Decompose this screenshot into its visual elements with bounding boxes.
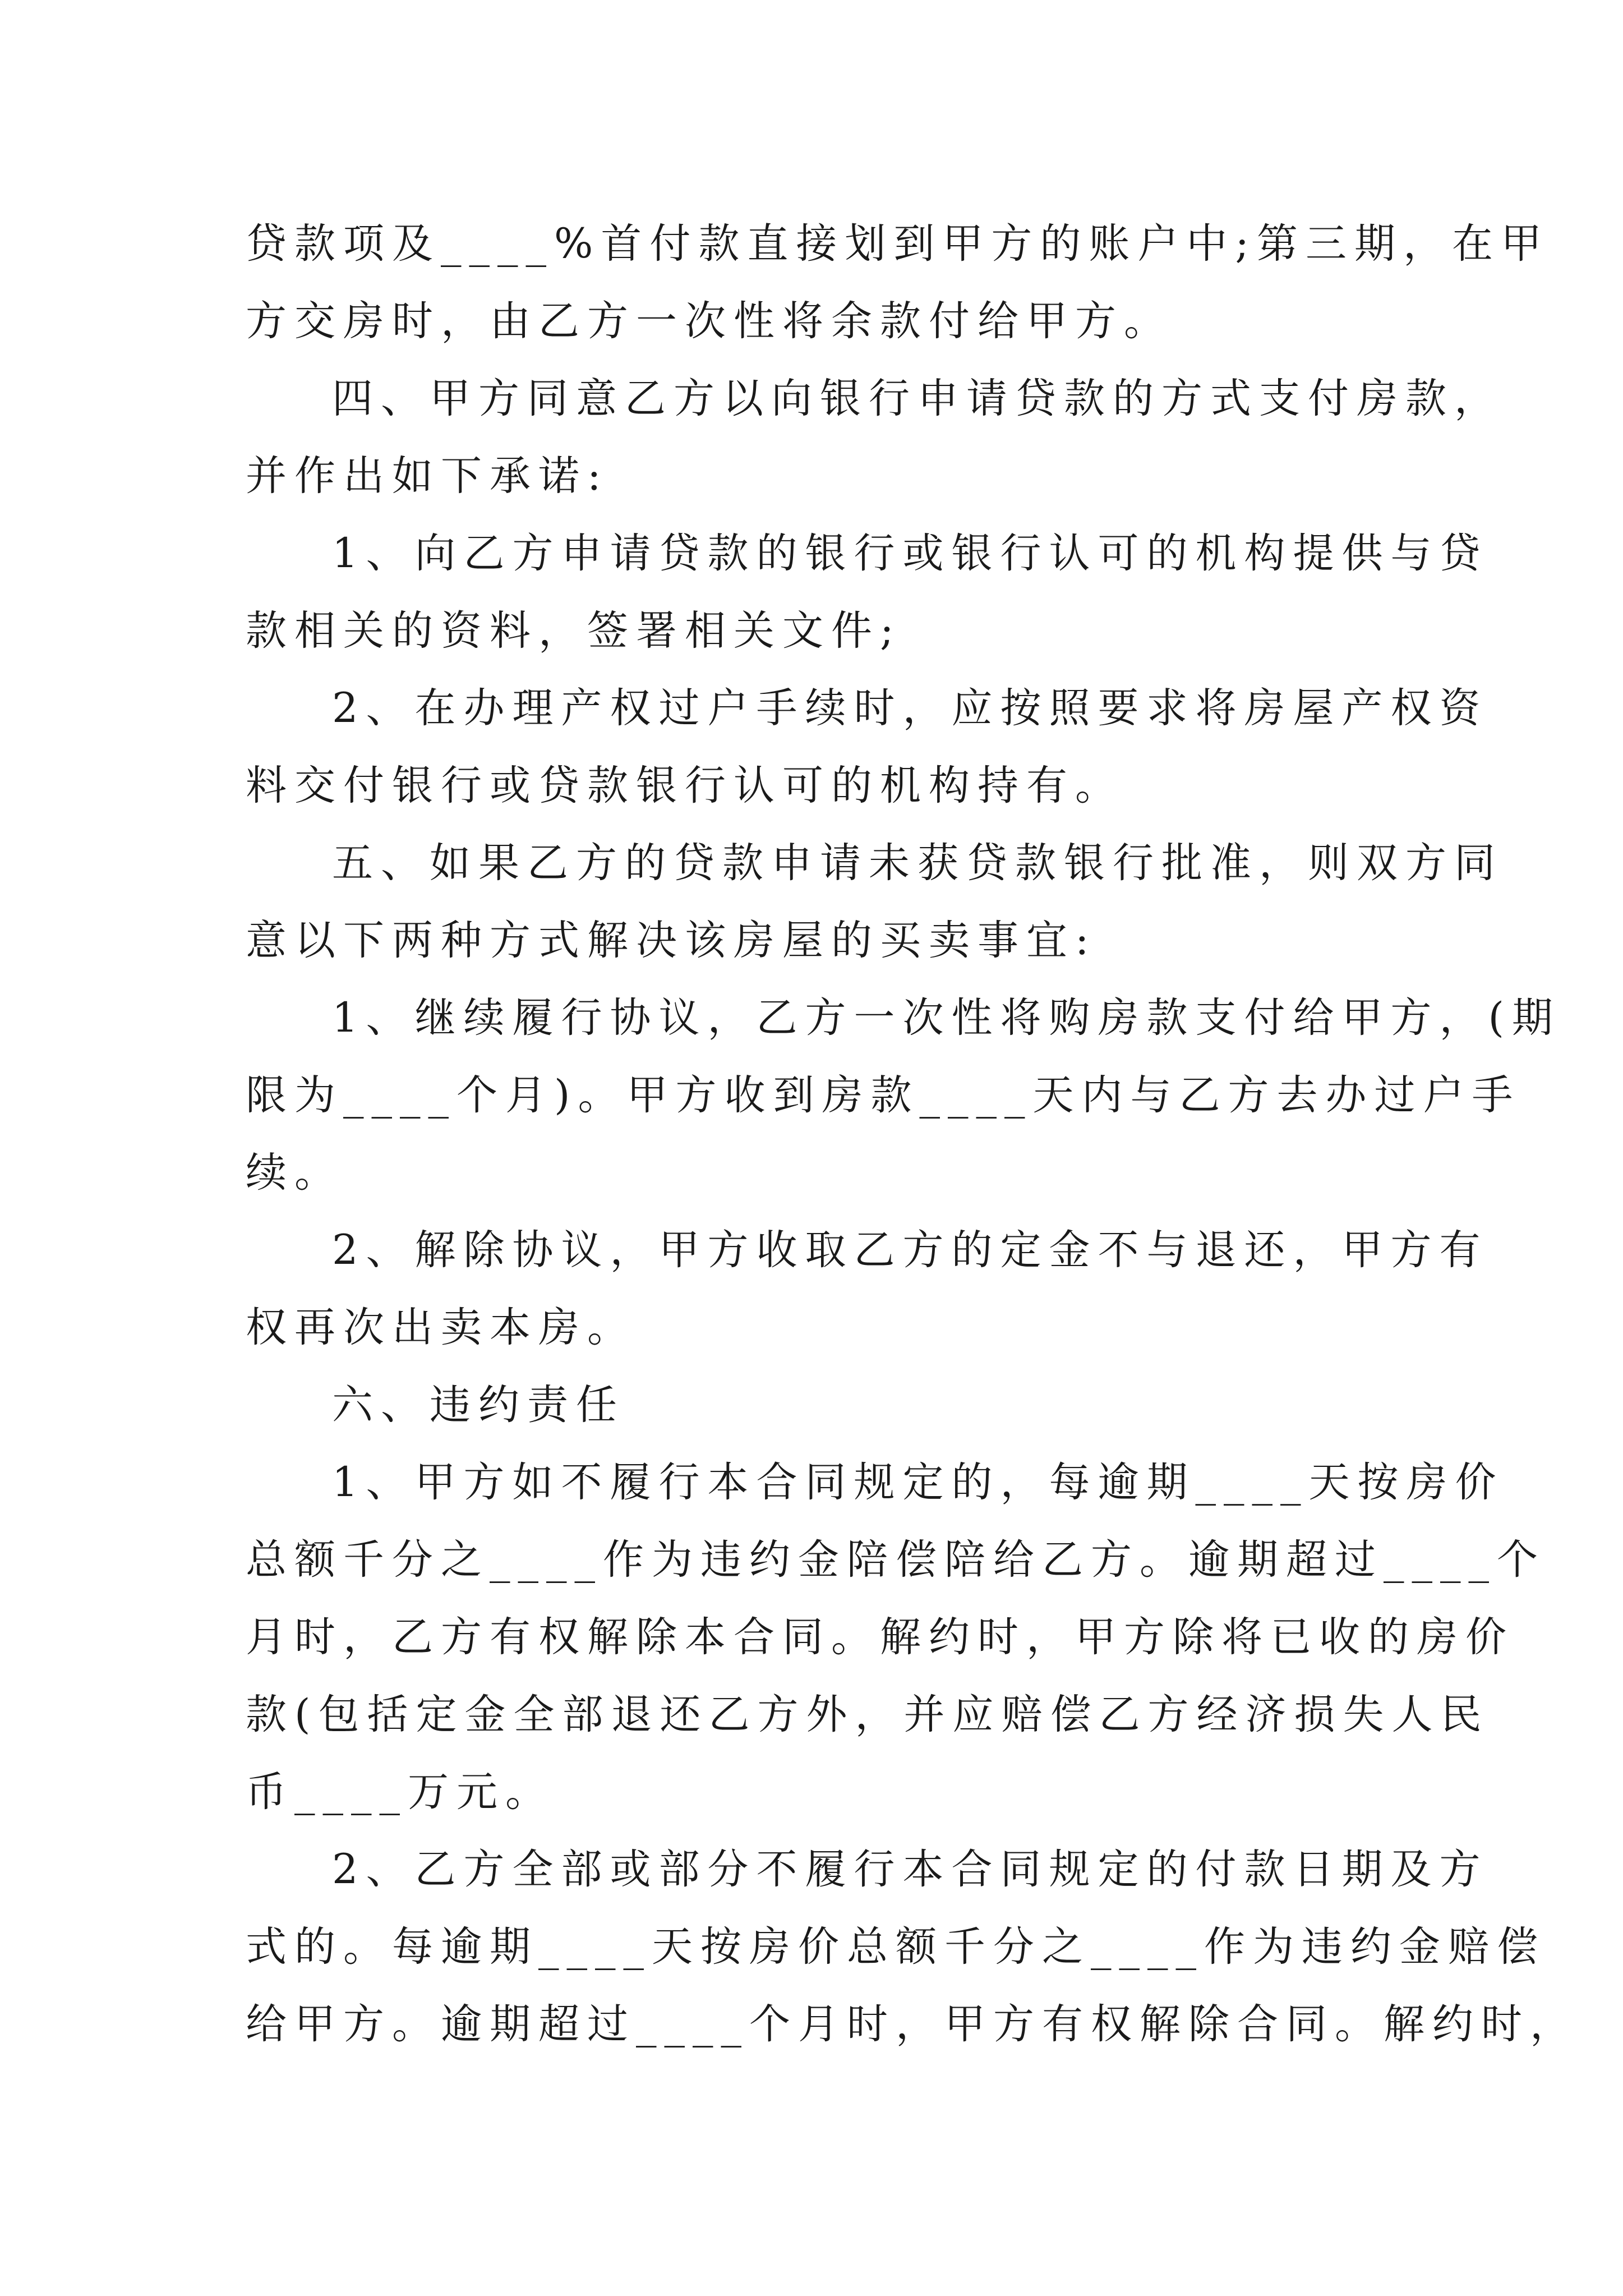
text-line: 1、继续履行协议，乙方一次性将购房款支付给甲方，(期 (332, 994, 1561, 1042)
text-line: 给甲方。逾期超过____个月时，甲方有权解除合同。解约时， (246, 2000, 1579, 2048)
text-line: 五、如果乙方的贷款申请未获贷款银行批准，则双方同 (332, 839, 1503, 887)
text-line: 2、乙方全部或部分不履行本合同规定的付款日期及方 (332, 1846, 1488, 1893)
text-line: 1、向乙方申请贷款的银行或银行认可的机构提供与贷 (332, 530, 1488, 577)
text-line: 1、甲方如不履行本合同规定的，每逾期____天按房价 (332, 1458, 1504, 1506)
text-line: 贷款项及____%首付款直接划到甲方的账户中;第三期，在甲 (246, 220, 1550, 268)
text-line: 总额千分之____作为违约金陪偿陪给乙方。逾期超过____个 (246, 1536, 1546, 1584)
text-line: 币____万元。 (246, 1768, 554, 1816)
text-line: 2、解除协议，甲方收取乙方的定金不与退还，甲方有 (332, 1226, 1488, 1274)
text-line: 月时，乙方有权解除本合同。解约时，甲方除将已收的房价 (246, 1613, 1514, 1661)
text-line: 式的。每逾期____天按房价总额千分之____作为违约金赔偿 (246, 1923, 1546, 1971)
text-line: 2、在办理产权过户手续时，应按照要求将房屋产权资 (332, 684, 1488, 732)
text-line: 料交付银行或贷款银行认可的机构持有。 (246, 762, 1124, 809)
text-line: 四、甲方同意乙方以向银行申请贷款的方式支付房款， (332, 375, 1503, 422)
text-line: 续。 (246, 1149, 343, 1197)
text-line: 限为____个月)。甲方收到房款____天内与乙方去办过户手 (246, 1071, 1521, 1119)
text-line: 方交房时，由乙方一次性将余款付给甲方。 (246, 297, 1173, 345)
text-line: 款(包括定金全部退还乙方外，并应赔偿乙方经济损失人民 (246, 1691, 1490, 1738)
text-line: 六、违约责任 (332, 1381, 625, 1429)
text-line: 款相关的资料，签署相关文件; (246, 607, 902, 655)
text-line: 权再次出卖本房。 (246, 1304, 636, 1351)
text-line: 并作出如下承诺: (246, 452, 609, 500)
text-line: 意以下两种方式解决该房屋的买卖事宜: (246, 917, 1097, 964)
